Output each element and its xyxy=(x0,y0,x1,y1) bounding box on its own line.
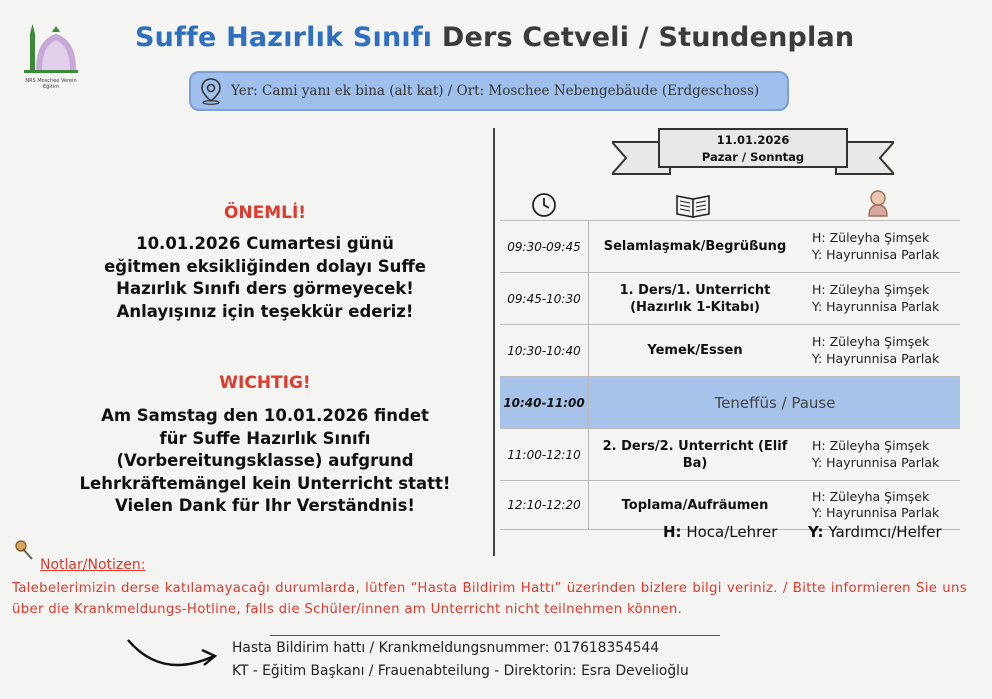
legend-teacher xyxy=(663,523,777,541)
row-helper: Y: Hayrunnisa Parlak xyxy=(812,350,940,366)
notice-tr-line: Hazırlık Sınıfı ders görmeyecek! xyxy=(116,279,414,298)
legend-y-value: Yardımcı/Helfer xyxy=(828,523,942,541)
row-helper: Y: Hayrunnisa Parlak xyxy=(812,298,940,314)
row-teacher: H: Züleyha Şimşek xyxy=(812,282,930,297)
row-staff xyxy=(812,273,939,324)
row-teacher: H: Züleyha Şimşek xyxy=(812,488,930,504)
row-time: 09:45-10:30 xyxy=(507,291,581,306)
notice-tr-line: Anlayışınız için teşekkür ederiz! xyxy=(116,301,414,321)
notice-tr-heading: ÖNEMLİ! xyxy=(223,203,307,223)
row-teacher: H: Züleyha Şimşek xyxy=(812,438,930,453)
book-icon xyxy=(675,192,711,218)
teacher-icon xyxy=(866,189,890,217)
legend-h-key: H: xyxy=(663,523,682,541)
legend-y-key: Y: xyxy=(808,523,824,541)
logo-caption: NRS Moschee Verein Eğitim xyxy=(25,78,77,90)
pushpin-icon xyxy=(12,538,36,562)
row-time: 12:10-12:20 xyxy=(507,498,581,512)
location-text: Yer: Cami yanı ek bina (alt kat) / Ort: Moschee Nebengebäude (Erdgeschoss) xyxy=(231,83,760,99)
row-helper: Y: Hayrunnisa Parlak xyxy=(812,505,940,520)
director-text: KT - Eğitim Başkanı / Frauenabteilung - Direktorin: Esra Develioğlu xyxy=(232,663,689,679)
schedule-day: Pazar / Sonntag xyxy=(701,150,805,164)
row-helper: Y: Hayrunnisa Parlak xyxy=(812,454,940,470)
row-time: 10:40-11:00 xyxy=(503,395,585,410)
schedule-date: 11.01.2026 xyxy=(716,133,790,147)
notice-de-heading: WICHTIG! xyxy=(219,373,311,393)
legend-helper xyxy=(808,523,942,541)
notice-de-line: Am Samstag den 10.01.2026 findet xyxy=(101,406,429,425)
notes-text: Talebelerimizin derse katılamayacağı durumlarda, lütfen “Hasta Bildirim Hattı” üzerinden bizlere bilgi veriniz. / Bitte informieren Sie uns über die Krankmeldungs-Hotline, falls die Schüler/innen am Unterricht nicht teilnehmen können. xyxy=(12,581,967,617)
clock-icon xyxy=(531,192,557,218)
table-row xyxy=(500,220,960,273)
row-time: 09:30-09:45 xyxy=(507,239,581,254)
table-row-pause xyxy=(500,377,960,429)
notes-heading: Notlar/Notizen: xyxy=(40,557,146,573)
column-divider xyxy=(493,128,495,556)
notice-de-body xyxy=(40,405,490,518)
notice-tr-line: eğitmen eksikliğinden dolayı Suffe xyxy=(104,256,426,276)
date-box xyxy=(658,128,848,168)
legend-h-value: Hoca/Lehrer xyxy=(686,523,778,541)
row-subject: Yemek/Essen xyxy=(647,343,743,358)
row-subject: 1. Ders/1. Unterricht (Hazırlık 1-Kitabı) xyxy=(619,282,771,315)
row-helper: Y: Hayrunnisa Parlak xyxy=(812,246,940,262)
contact-divider xyxy=(270,635,720,636)
notice-de-line: für Suffe Hazırlık Sınıfı xyxy=(159,428,371,448)
row-subject: 2. Ders/2. Unterricht (Elif Ba) xyxy=(602,438,788,471)
row-subject: Selamlaşmak/Begrüßung xyxy=(603,239,787,254)
row-staff xyxy=(812,221,939,272)
row-time: 10:30-10:40 xyxy=(507,343,581,358)
row-time: 11:00-12:10 xyxy=(507,447,581,462)
row-staff xyxy=(812,481,939,529)
row-staff xyxy=(812,325,939,376)
date-banner xyxy=(612,128,894,182)
logo xyxy=(22,20,80,88)
location-box xyxy=(189,71,789,111)
table-row xyxy=(500,273,960,325)
row-subject: Toplama/Aufräumen xyxy=(621,497,769,513)
hotline-text: Hasta Bildirim hattı / Krankmeldungsnummer: 017618354544 xyxy=(232,640,660,656)
row-staff xyxy=(812,429,939,480)
location-pin-icon xyxy=(199,77,223,105)
arrow-icon xyxy=(122,630,222,680)
notice-de-line: Vielen Dank für Ihr Verständnis! xyxy=(115,496,415,515)
row-teacher: H: Züleyha Şimşek xyxy=(812,334,930,349)
table-row xyxy=(500,325,960,377)
mosque-logo-icon xyxy=(22,20,80,78)
notice-tr-line: 10.01.2026 Cumartesi günü xyxy=(136,234,394,253)
page-title xyxy=(135,22,854,53)
title-part1: Suffe Hazırlık Sınıfı xyxy=(135,22,433,53)
notice-de-line: (Vorbereitungsklasse) aufgrund xyxy=(116,451,414,470)
schedule-table xyxy=(500,220,960,530)
pause-label: Teneffüs / Pause xyxy=(714,393,836,412)
row-teacher: H: Züleyha Şimşek xyxy=(812,230,930,245)
notice-de-line: Lehrkräftemängel kein Unterricht statt! xyxy=(79,473,451,493)
notice-tr-body xyxy=(40,233,490,323)
title-part2: Ders Cetveli / Stundenplan xyxy=(441,22,855,53)
table-row xyxy=(500,429,960,481)
